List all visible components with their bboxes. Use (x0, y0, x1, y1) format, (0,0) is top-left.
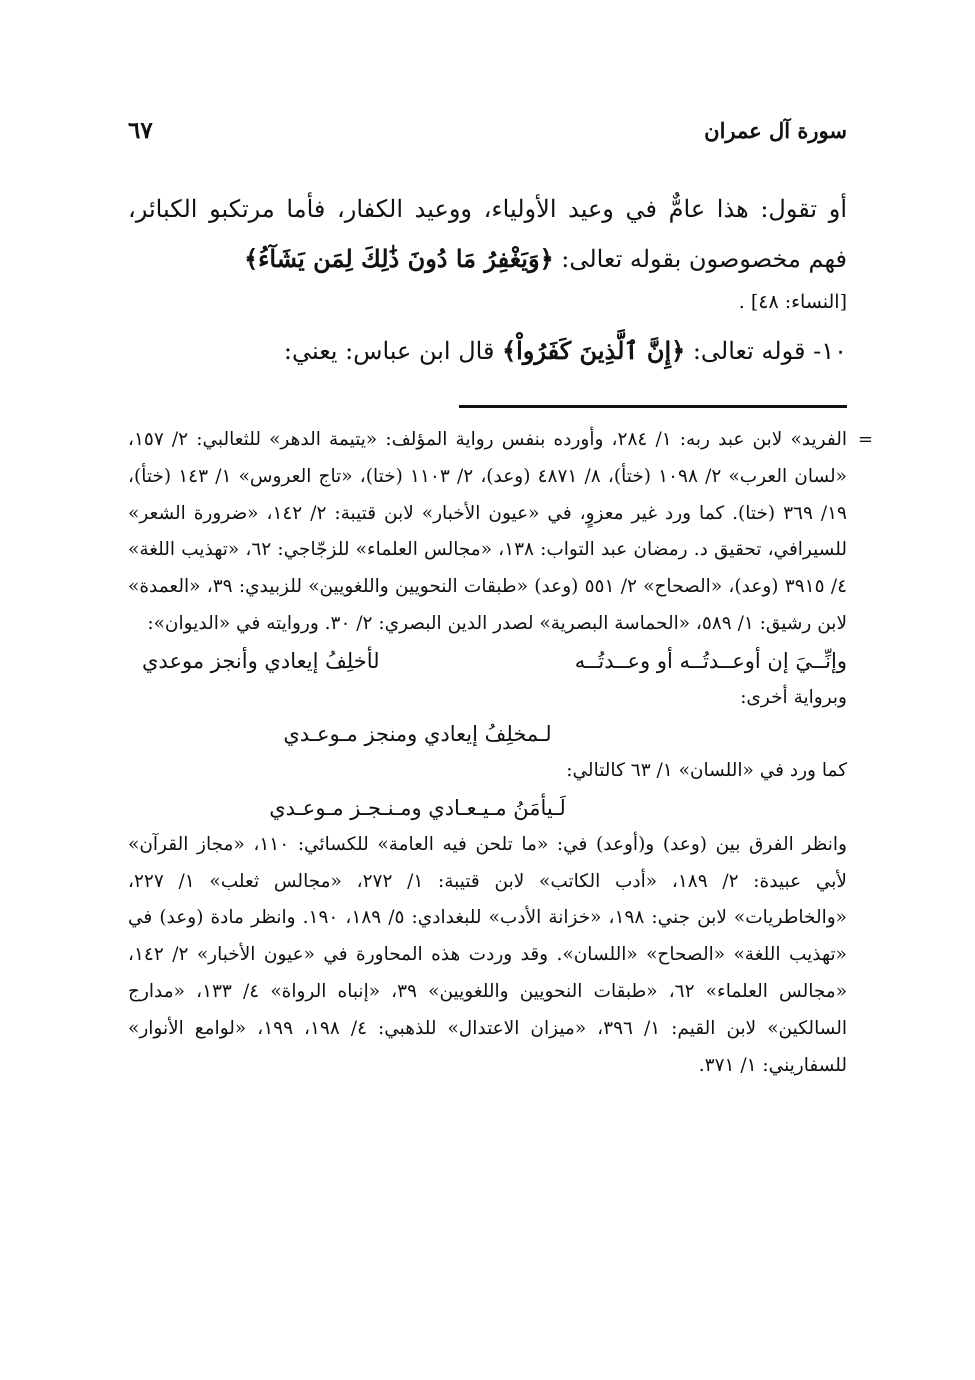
quran-reference: [النساء: ٤٨] . (738, 291, 847, 313)
footnotes (128, 422, 873, 1084)
footnote-divider (459, 405, 847, 408)
poetry-verse (128, 643, 847, 680)
footnote-paragraph-1: الفريد» لابن عبد ربه: ١/ ٢٨٤، وأورده بنفس رواية المؤلف: «يتيمة الدهر» للثعالبي: ٢/ ١٥٧، «لسان العرب» ٢/ ١٠٩٨ (ختأ)، ٨/ ٤٨٧١ (وعد)، ٢/ ١١٠٣ (ختا)، «تاج العروس» ١/ ١٤٣ (ختأ)، ١٩/ ٣٦٩ (ختا). كما ورد غير معزوٍ، في «عيون الأخبار» لابن قتيبة: ٢/ ١٤٢، «ضرورة الشعر» للسيرافي، تحقيق د. رمضان عبد التواب: ١٣٨، «مجالس العلماء» للزجّاجي: ٦٢، «تهذيب اللغة» ٤/ ٣٩١٥ (وعد)، «الصحاح» ٢/ ٥٥١ (وعد) «طبقات النحويين واللغويين» للزبيدي: ٣٩، «العمدة» لابن رشيق: ١/ ٥٨٩، «الحماسة البصرية» لصدر الدين البصري: ٢/ ٣٠. وروايته في «الديوان»: (128, 429, 847, 634)
poetry-verse-variant: لَـيأمَنُ مـيـعـادي ومـنـجـز مـوعـدي (269, 795, 566, 820)
verse-first-hemistich: وإنِّــيَ إن أوعــدتُــه أو وعــدتُــه (574, 648, 847, 673)
poetry-verse-variant: لـمخلِفُ إيعادي ومنجز مـوعـدي (283, 722, 552, 747)
item-number: ١٠- قوله تعالى: (685, 337, 847, 365)
continuation-mark: = (857, 429, 873, 450)
surah-title: سورة آل عمران (704, 117, 847, 143)
footnote-paragraph-4: وانظر الفرق بين (وعد) و(أوعد) في: «ما تلحن فيه العامة» للكسائي: ١١٠، «مجاز القرآن» لأبي عبيدة: ٢/ ١٨٩، «أدب الكاتب» لابن قتيبة: ١/ ٢٧٢، «مجالس ثعلب» ١/ ٢٢٧، «والخاطريات» لابن جني: ١٩٨، «خزانة الأدب» للبغدادي: ٥/ ١٨٩، ١٩٠. وانظر مادة (وعد) في «تهذيب اللغة» «الصحاح» «اللسان». وقد وردت هذه المحاورة في «عيون الأخبار» ٢/ ١٤٢، «مجالس العلماء» ٦٢، «طبقات النحويين واللغويين» ٣٩، «إنباه الرواة» ٤/ ١٣٣، «مدارج السالكين» لابن القيم: ١/ ٣٩٦، «ميزان الاعتدال» للذهبي: ٤/ ١٩٨، ١٩٩، «لوامع الأنوار» للسفاريني: ١/ ٣٧١. (128, 833, 848, 1076)
quran-quote: ﴿إِنَّ ٱلَّذِينَ كَفَرُواْ﴾ (502, 336, 686, 365)
footnote-paragraph-2: وبرواية أخرى: (740, 686, 847, 708)
footnote-paragraph-3: كما ورد في «اللسان» ١/ ٦٣ كالتالي: (566, 760, 847, 782)
main-paragraph-1 (128, 185, 847, 284)
page-number: ٦٧ (128, 116, 153, 144)
quran-quote: ﴿وَيَغْفِرُ مَا دُونَ ذَٰلِكَ لِمَن يَشَآءُ﴾ (244, 244, 554, 273)
main-text (128, 185, 847, 376)
main-paragraph-2 (128, 326, 847, 376)
verse-second-hemistich: لأخلِفُ إيعادي وأنجز موعدي (142, 648, 380, 673)
paragraph-text: أو تقول: هذا عامٌّ في وعيد الأولياء، ووعيد الكفار، فأما مرتكبو الكبائر، فهم مخصوصون بقوله تعالى: (128, 195, 847, 273)
paragraph-text: قال ابن عباس: يعني: (283, 337, 503, 365)
page-header (128, 112, 847, 148)
